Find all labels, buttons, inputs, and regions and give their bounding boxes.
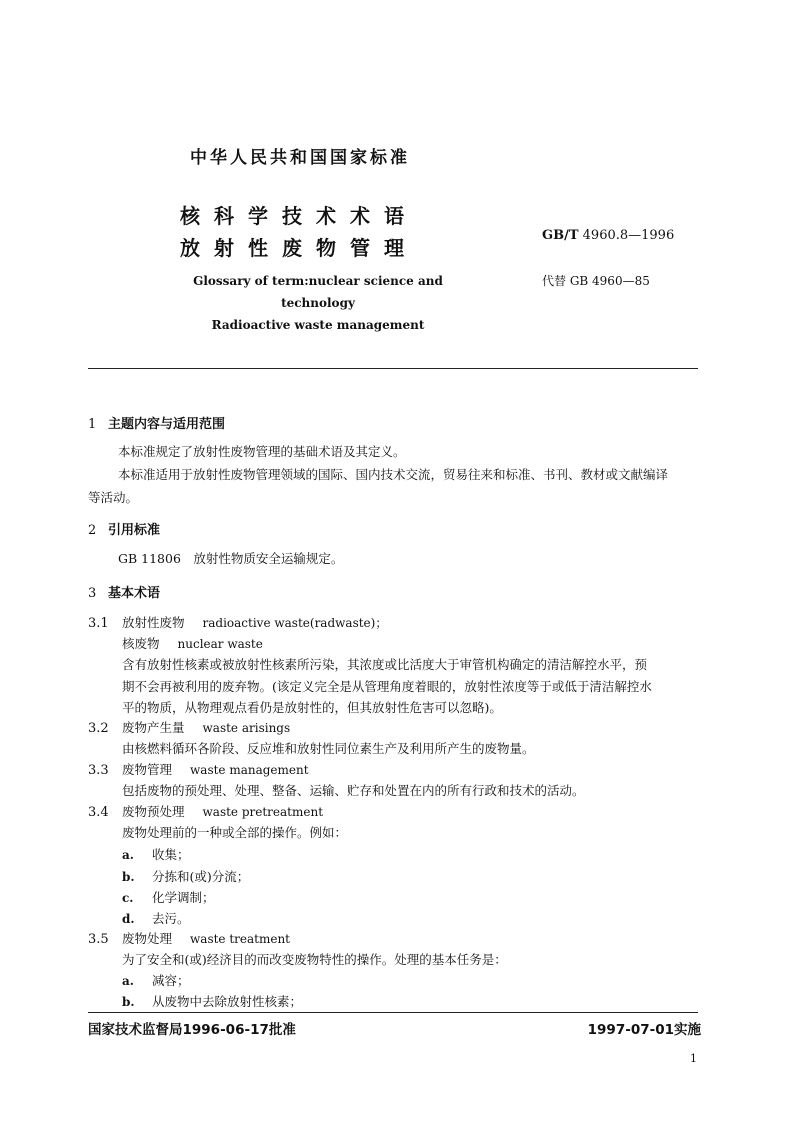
list-label: a. <box>122 974 134 988</box>
approval-date: 国家技术监督局1996-06-17批准 <box>88 1022 296 1038</box>
term-3-3 <box>88 759 309 778</box>
term-3-4 <box>88 801 323 820</box>
paragraph: 本标准适用于放射性废物管理领域的国际、国内技术交流，贸易往来和标准、书刊、教材或文献编译 <box>118 467 669 482</box>
english-title-line2: technology <box>281 296 355 310</box>
term-chinese: 废物产生量 <box>122 720 185 735</box>
term-number: 3.4 <box>88 805 109 820</box>
section-title: 主题内容与适用范围 <box>108 417 226 432</box>
term-3-1 <box>88 612 387 631</box>
section-number: 2 <box>88 523 97 538</box>
definition: 期不会再被利用的废弃物。(该定义完全是从管理角度着眼的，放射性浓度等于或低于清洁解控水 <box>122 679 652 694</box>
list-text: 从废物中去除放射性核素； <box>152 994 303 1009</box>
list-item <box>122 888 215 906</box>
term-chinese: 放射性废物 <box>122 615 185 630</box>
list-item <box>122 867 249 885</box>
term-english: waste arisings <box>202 721 291 735</box>
paragraph: GB 11806 放射性物质安全运输规定。 <box>118 551 344 566</box>
footer-divider <box>88 1012 698 1013</box>
list-item <box>122 992 302 1010</box>
standard-code: 4960.8—1996 <box>578 228 675 243</box>
definition: 由核燃料循环各阶段、反应堆和放射性同位素生产及利用所产生的废物量。 <box>122 741 535 756</box>
section-number: 3 <box>88 586 97 601</box>
list-text: 化学调制； <box>152 890 215 905</box>
term-number: 3.5 <box>88 932 109 947</box>
definition: 平的物质，从物理观点看仍是放射性的，但其放射性危害可以忽略)。 <box>122 700 502 715</box>
definition: 为了安全和(或)经济目的而改变废物特性的操作。处理的基本任务是： <box>122 952 507 967</box>
term-chinese: 废物预处理 <box>122 804 185 819</box>
definition: 废物处理前的一种或全部的操作。例如： <box>122 825 348 840</box>
standard-prefix: GB/T <box>542 228 579 243</box>
section-title: 引用标准 <box>108 523 161 538</box>
section-3-heading <box>88 582 160 601</box>
english-title-line1: Glossary of term:nuclear science and <box>193 274 443 288</box>
list-text: 分拣和(或)分流； <box>152 869 250 884</box>
list-item <box>122 909 190 927</box>
term-number: 3.2 <box>88 721 109 736</box>
page-number: 1 <box>690 1052 697 1065</box>
term-number: 3.1 <box>88 616 109 631</box>
list-text: 去污。 <box>152 911 190 926</box>
term-english: radioactive waste(radwaste)； <box>202 616 388 630</box>
list-label: d. <box>122 912 135 926</box>
term-english: waste pretreatment <box>202 805 324 819</box>
term-3-5 <box>88 928 290 947</box>
paragraph: 本标准规定了放射性废物管理的基础术语及其定义。 <box>118 444 406 459</box>
term-english: waste treatment <box>190 932 291 946</box>
definition: 包括废物的预处理、处理、整备、运输、贮存和处置在内的所有行政和技术的活动。 <box>122 783 585 798</box>
list-label: a. <box>122 848 134 862</box>
term-chinese: 废物管理 <box>122 762 173 777</box>
section-title: 基本术语 <box>108 586 161 601</box>
effective-date: 1997-07-01实施 <box>587 1022 701 1038</box>
list-label: b. <box>122 995 135 1009</box>
list-text: 收集； <box>152 847 190 862</box>
english-title-line3: Radioactive waste management <box>211 318 425 332</box>
term-number: 3.3 <box>88 763 109 778</box>
standard-title-line2: 放射性废物管理 <box>180 236 418 260</box>
list-text: 减容； <box>152 973 190 988</box>
list-item <box>122 845 190 863</box>
term-english: nuclear waste <box>177 637 263 651</box>
list-label: c. <box>122 891 134 905</box>
term-synonym <box>122 633 263 652</box>
term-chinese: 核废物 <box>122 636 160 651</box>
section-number: 1 <box>88 417 97 432</box>
term-english: waste management <box>190 763 309 777</box>
term-chinese: 废物处理 <box>122 931 173 946</box>
replaces-standard: 代替 GB 4960—85 <box>542 274 650 288</box>
section-1-heading <box>88 413 225 432</box>
standard-number <box>542 228 674 243</box>
standard-title-line1: 核科学技术术语 <box>180 204 418 228</box>
list-label: b. <box>122 870 135 884</box>
paragraph: 等活动。 <box>88 490 139 505</box>
definition: 含有放射性核素或被放射性核素所污染，其浓度或比活度大于审管机构确定的清洁解控水平，预 <box>122 657 648 672</box>
term-3-2 <box>88 717 290 736</box>
list-item <box>122 971 190 989</box>
national-standard-heading: 中华人民共和国国家标准 <box>190 148 410 168</box>
section-2-heading <box>88 519 160 538</box>
header-divider <box>88 368 698 369</box>
